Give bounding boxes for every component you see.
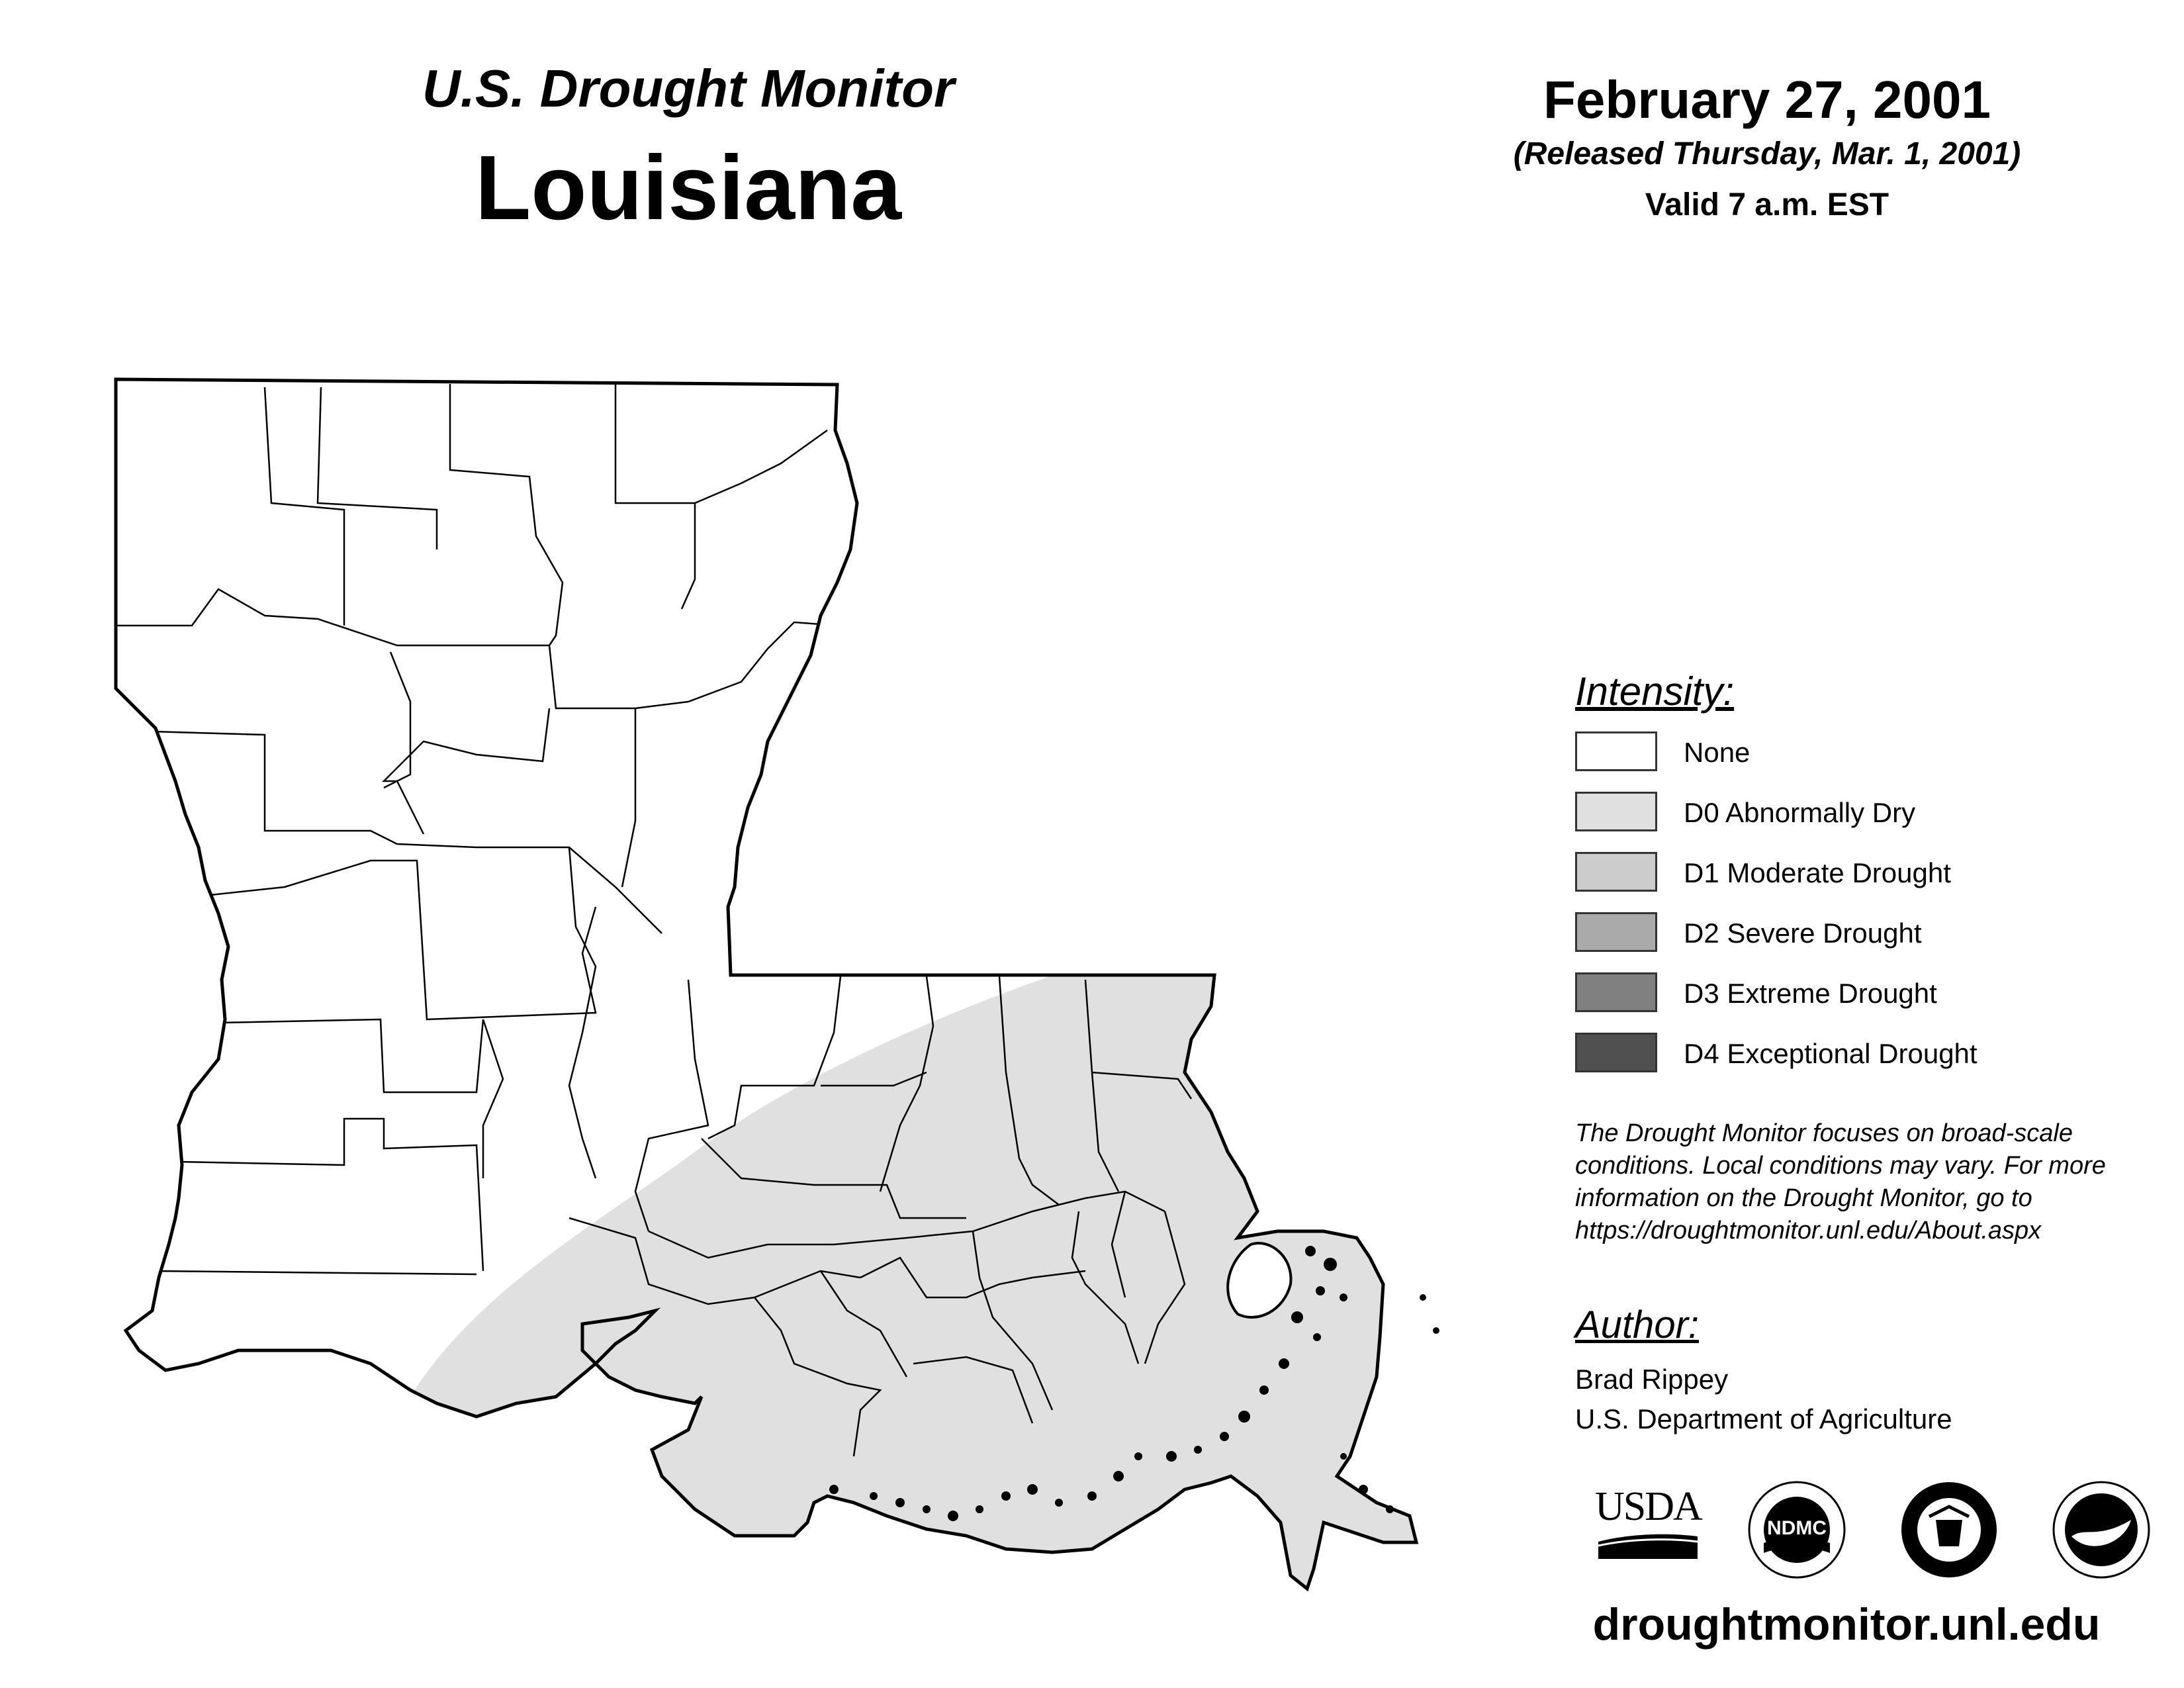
usda-logo-text: USDA <box>1595 1484 1702 1529</box>
author-heading: Author: <box>1575 1303 1699 1346</box>
legend-item <box>1575 912 2105 956</box>
legend-swatch <box>1575 972 1657 1012</box>
legend-label: D3 Extreme Drought <box>1684 978 1937 1009</box>
legend-label: D4 Exceptional Drought <box>1684 1038 1978 1069</box>
legend-swatch <box>1575 912 1657 952</box>
usda-swoosh-icon <box>1595 1527 1701 1560</box>
legend-swatch <box>1575 852 1657 892</box>
release-date: (Released Thursday, Mar. 1, 2001) <box>1513 136 2021 171</box>
legend-label: D2 Severe Drought <box>1684 917 1922 949</box>
legend-swatch <box>1575 731 1657 771</box>
website-url[interactable]: droughtmonitor.unl.edu <box>1592 1599 2101 1650</box>
legend-item <box>1575 972 2105 1016</box>
department-of-commerce-seal-icon <box>1899 1480 1999 1579</box>
valid-time: Valid 7 a.m. EST <box>1645 187 1889 222</box>
map-title: U.S. Drought Monitor <box>422 59 955 118</box>
legend-label: D0 Abnormally Dry <box>1684 797 1916 828</box>
legend-title: Intensity: <box>1575 669 1735 714</box>
legend-label: D1 Moderate Drought <box>1684 857 1951 888</box>
noaa-logo <box>2052 1480 2151 1579</box>
info-note: The Drought Monitor focuses on broad-scale conditions. Local conditions may vary. For more information on the Drought Monitor, go to https://droughtmonitor.unl.edu/About.aspx <box>1575 1119 2106 1244</box>
map-date: February 27, 2001 <box>1543 70 1991 129</box>
legend-item <box>1575 852 2105 896</box>
legend-item <box>1575 792 2105 835</box>
legend-swatch <box>1575 792 1657 831</box>
ndmc-logo <box>1747 1480 1846 1579</box>
ndmc-logo-text: NDMC <box>1767 1517 1827 1539</box>
author-name: Brad Rippey <box>1575 1364 1729 1395</box>
usda-logo <box>1595 1486 1701 1566</box>
legend-item <box>1575 731 2105 775</box>
legend-swatch <box>1575 1033 1657 1072</box>
legend-label: None <box>1684 737 1751 768</box>
noaa-logo-icon <box>2052 1480 2151 1579</box>
author-organization: U.S. Department of Agriculture <box>1575 1403 1952 1434</box>
commerce-logo <box>1899 1480 1999 1579</box>
legend-item <box>1575 1033 2105 1076</box>
state-name: Louisiana <box>475 137 902 239</box>
